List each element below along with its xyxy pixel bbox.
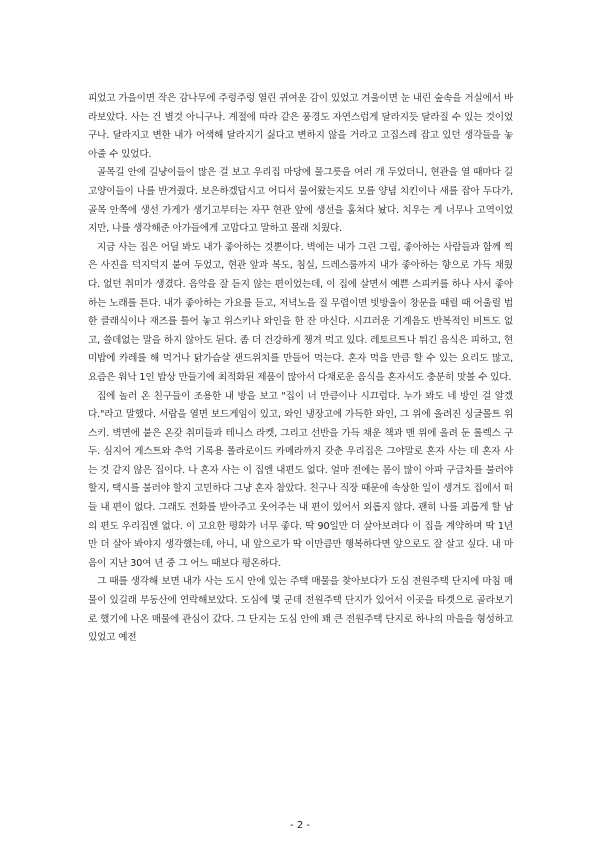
paragraph-4: 집에 놀러 온 친구들이 조용한 내 방을 보고 "집이 너 만큼이나 시끄럽다. 누가 봐도 네 방인 걸 알겠다."라고 말했다. 서랍을 열면 보드게임이 있고, 와인 냉장고에 가득한 와인, 그 위에 올려진 싱글몰트 위스키. 벽면에 붙은 온갖 취미들과 테니스 라켓, 그리고 선반을 가득 채운 책과 맨 위에 올려 둔 롤렉스 구두. 심지어 게스트와 추억 기록용 폴라로이드 카메라까지 갖춘 우리집은 그야말로 혼자 사는 데 혼자 사는 것 같지 않은 집이다. 나 혼자 사는 이 집엔 내편도 없다. 얼마 전에는 몸이 많이 아파 구급차를 불러야 할지, 택시를 불러야 할지 고민하다 그냥 혼자 참았다. 친구나 직장 때문에 속상한 일이 생겨도 집에서 떠들 내 편이 없다. 그래도 전화를 받아주고 웃어주는 내 편이 있어서 외롭지 않다. 괜히 나를 괴롭게 할 남의 편도 우리집엔 없다. 이 고요한 평화가 너무 좋다. 딱 90일만 더 살아보려다 이 집을 계약하며 딱 1년만 더 살아 봐야지 생각했는데, 아니, 내 앞으로가 딱 이만큼만 행복하다면 앞으로도 잘 살고 싶다. 내 마음이 지난 30여 년 중 그 어느 때보다 평온하다. (88, 390, 513, 569)
paragraph-3: 지금 사는 집은 어딜 봐도 내가 좋아하는 것뿐이다. 벽에는 내가 그린 그림, 좋아하는 사람들과 함께 찍은 사진을 덕지덕지 붙여 두었고, 현관 앞과 복도, 침실, 드레스룸까지 내가 좋아하는 향으로 가득 채웠다. 없던 취미가 생겼다. 음악을 잘 듣지 않는 편이었는데, 이 집에 살면서 예쁜 스피커를 하나 사서 좋아하는 노래를 튼다. 내가 좋아하는 가요를 듣고, 저녁노을 질 무렵이면 빗방울이 창문을 때릴 때 어울릴 법한 클래식이나 재즈를 틀어 놓고 위스키나 와인을 한 잔 마신다. 시끄러운 기계음도 반복적인 비트도 없고, 쓸데없는 말을 하지 않아도 된다. 좀 더 건강하게 챙겨 먹고 있다. 레토르트나 튀긴 음식은 피하고, 현미밥에 카레를 해 먹거나 닭가슴살 샌드위치를 만들어 먹는다. 혼자 먹을 만큼 할 수 있는 요리도 많고, 요즘은 워낙 1인 밥상 만들기에 최적화된 제품이 많아서 다채로운 음식을 혼자서도 충분히 맛볼 수 있다. (88, 241, 513, 383)
paragraph-5: 그 때를 생각해 보면 내가 사는 도시 안에 있는 주택 매물을 찾아보다가 도심 전원주택 단지에 마침 매물이 있길래 부동산에 연락해보았다. 도심에 몇 군데 전원주택 단지가 있어서 이곳을 타겟으로 골라보기로 했기에 나온 매물에 관심이 갔다. 그 단지는 도심 안에 꽤 큰 전원주택 단지로 하나의 마을을 형성하고 있었고 예전 (88, 576, 513, 644)
paragraph-1: 피었고 가을이면 작은 감나무에 주렁주렁 열린 귀여운 감이 있었고 겨울이면 눈 내린 숲속을 거실에서 바라보았다. 사는 건 별것 아니구나. 계절에 따라 같은 풍경도 자연스럽게 달라지듯 달라질 수 있는 것이었구나. 달라지고 변한 내가 어색해 달라지기 싫다고 변하지 않을 거라고 고집스레 잡고 있던 생각들을 놓아줄 수 있었다. (88, 93, 513, 160)
paragraph-2: 골목길 안에 길냥이들이 많은 걸 보고 우리집 마당에 물그릇을 여러 개 두었더니, 현관을 열 때마다 길고양이들이 나를 반겨줬다. 보은하겠답시고 어디서 물어왔는지도 모를 양념 치킨이나 새를 잡아 두다가, 골목 안쪽에 생선 가게가 생기고부터는 자꾸 현관 앞에 생선을 훔쳐다 놨다. 치우는 게 너무나 고역이었지만, 나를 생각해준 아가들에게 고맙다고 말하고 몰래 치웠다. (88, 167, 513, 235)
page-number: - 2 - (290, 820, 310, 831)
body-text (88, 90, 513, 648)
